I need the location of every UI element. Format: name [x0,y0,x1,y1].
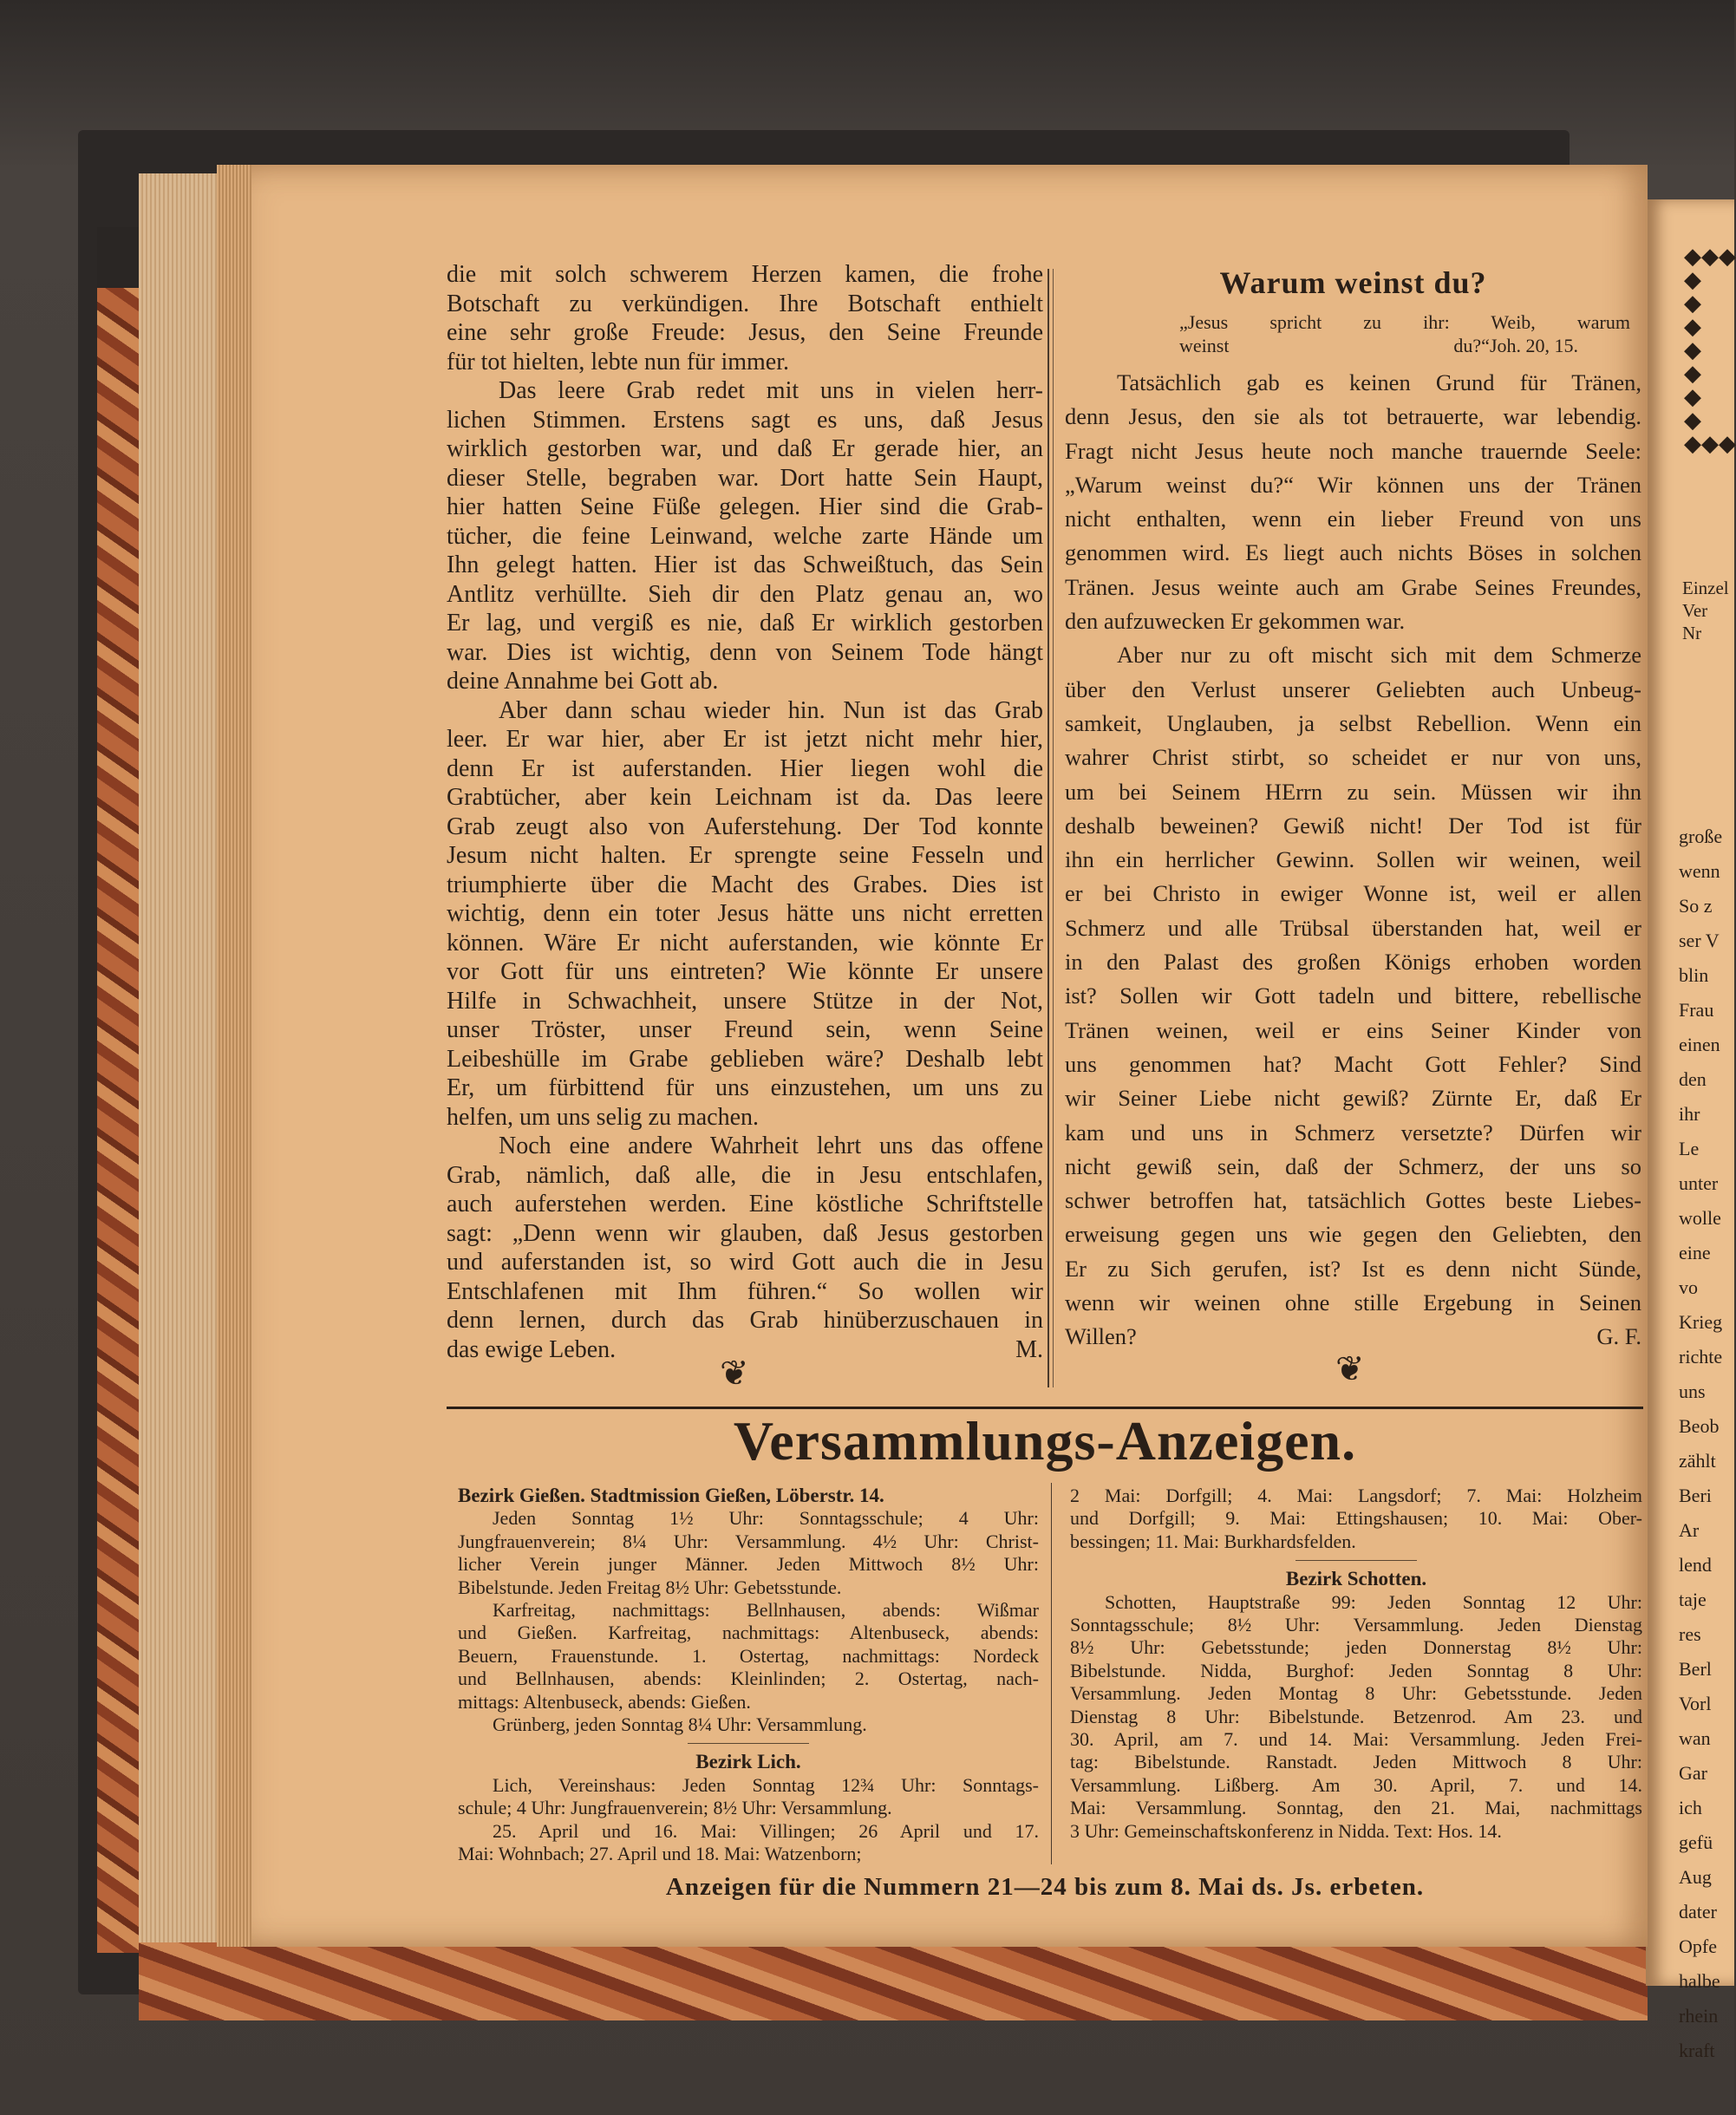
line-text: ist? Sollen wir Gott tadeln und bittere, rebellische [1065,982,1641,1009]
announcement-line: Grünberg, jeden Sonntag 8¼ Uhr: Versammlung. [493,1714,867,1736]
text-line [1065,400,1641,434]
text-line [1065,945,1641,979]
text-fragment: Le [1679,1138,1700,1159]
line-text: sagt: „Denn wenn wir glauben, daß Jesus gestorben [447,1219,1043,1247]
line-text: wirklich gestorben war, und daß Er gerade hier, an [447,435,1043,462]
line-text: auch auferstehen werden. Eine köstliche Schriftstelle [447,1191,1043,1217]
line-text: Aber dann schau wieder hin. Nun ist das Grab [499,696,1043,724]
epigraph-text: weinst du?“ [1179,335,1490,356]
text-fragment: rhein [1679,2005,1719,2027]
text-line [447,318,1043,348]
announcement-line: und Dorfgill; 9. Mai: Ettingshausen; 10. Mai: Ober- [1070,1507,1642,1530]
line-text: die mit solch schwerem Herzen kamen, die frohe [447,261,1043,288]
line-text: nicht gewiß sein, daß der Schmerz, der uns so [1065,1152,1641,1179]
line-text: deshalb beweinen? Gewiß nicht! Der Tod ist für [1065,812,1641,839]
text-fragment: einen [1679,1034,1720,1055]
text-line [1065,1184,1641,1217]
line-text: Er zu Sich gerufen, ist? Ist es denn nicht Sünde, [1065,1255,1641,1282]
article-title: Warum weinst du? [1219,265,1487,300]
text-line [1065,638,1641,672]
line-text: vor Gott für uns eintreten? Wie könnte Er unsere [447,958,1043,985]
line-text: Willen? [1065,1323,1137,1350]
text-line [447,813,1043,842]
text-line [1065,1252,1641,1286]
line-text: Botschaft zu verkündigen. Ihre Botschaft enthielt [447,290,1043,317]
ornament-icon: ❦ [1335,1349,1365,1388]
announcement-line: mittags: Altenbuseck, abends: Gießen. [458,1690,751,1713]
text-line [447,871,1043,900]
text-fragment: So z [1679,895,1713,917]
text-line [447,957,1043,987]
announcement-line: Versammlung. Lißberg. Am 30. April, 7. und 14. [1070,1773,1642,1796]
announcement-line: und Bellnhausen, abends: Kleinlinden; 2. Ostertag, nach- [458,1668,1039,1690]
text-line [447,1277,1043,1307]
text-line [447,348,1043,377]
text-line [447,376,1043,406]
text-line [1065,604,1641,638]
text-fragment: Frau [1679,999,1714,1021]
text-line [447,464,1043,493]
text-line [1065,536,1641,570]
line-text: in den Palast des großen Königs erhoben worden [1065,949,1641,976]
announcement-line: tag: Bibelstunde. Ranstadt. Jeden Mittwoch 8 Uhr: [1070,1751,1642,1773]
announcements-footer: Anzeigen für die Nummern 21—24 bis zum 8. Mai ds. Js. erbeten. [665,1873,1425,1901]
line-text: wahrer Christ stirbt, so scheidet er nur von uns, [1065,744,1641,771]
text-fragment: res [1679,1623,1701,1645]
text-fragment: Vorl [1679,1693,1712,1714]
text-line [1065,571,1641,604]
text-line [447,609,1043,638]
line-text: wenn wir weinen ohne stille Ergebung in Seinen [1065,1289,1641,1316]
line-text: können. Wäre Er nicht auferstanden, wie könnte Er [447,929,1043,956]
signature: M. [1015,1335,1043,1363]
line-text: Noch eine andere Wahrheit lehrt uns das offene [499,1133,1043,1159]
text-line [447,1103,1043,1133]
announcement-line: Versammlung. Jeden Montag 8 Uhr: Gebetsstunde. Jeden [1070,1682,1642,1705]
text-line [447,929,1043,958]
line-text: Entschlafenen mit Ihm führen.“ So wollen wir [447,1277,1043,1305]
line-text: kam und uns in Schmerz versetzte? Dürfen wir [1065,1119,1641,1146]
signature: G. F. [1596,1323,1641,1350]
line-text: erweisung gegen uns wie gegen den Geliebten, den [1065,1221,1641,1248]
line-text: und auferstanden ist, so wird Gott auch die in Jesu [447,1249,1043,1276]
text-line [447,290,1043,319]
text-fragment: blin [1679,964,1709,986]
district-heading: Bezirk Gießen. Stadtmission Gießen, Löberstr. 14. [458,1485,884,1506]
line-text: schwer betroffen hat, tatsächlich Gottes beste Liebes- [1065,1187,1641,1214]
text-line [1065,673,1641,707]
next-page-fragments [1679,819,1722,2068]
line-text: Er, um fürbittend für uns einzustehen, um uns zu [447,1074,1043,1101]
text-fragment: uns [1679,1381,1706,1402]
text-line [447,522,1043,552]
text-fragment: unter [1679,1172,1719,1194]
text-fragment: gefü [1679,1831,1713,1853]
line-text: denn lernen, durch das Grab hinüberzuschauen in [447,1307,1043,1334]
line-text: deine Annahme bei Gott ab. [447,668,719,695]
epigraph-reference: Joh. 20, 15. [1489,335,1578,356]
announcement-line: Jeden Sonntag 1½ Uhr: Sonntagsschule; 4 Uhr: [493,1507,1039,1530]
line-text: denn Er ist auferstanden. Hier liegen wohl die [447,754,1043,782]
line-text: Er lag, und vergiß es nie, daß Er wirklich gestorben [447,610,1043,636]
text-line [447,493,1043,522]
text-fragment: vo [1679,1276,1698,1298]
announcement-line: Schotten, Hauptstraße 99: Jeden Sonntag 12 Uhr: [1105,1590,1642,1613]
text-line [447,638,1043,668]
epigraph-line: „Jesus spricht zu ihr: Weib, warum [1179,311,1630,333]
text-line [1065,741,1641,774]
text-line [1065,1048,1641,1081]
text-fragment: taje [1679,1589,1707,1610]
line-text: wichtig, denn ein toter Jesus hätte uns nicht erretten [447,900,1043,927]
line-text: war. Dies ist wichtig, denn von Seinem Tode hängt [447,638,1043,666]
line-text: triumphierte über die Macht des Grabes. Dies ist [447,871,1043,898]
text-line [1065,366,1641,400]
text-line [1065,1116,1641,1150]
text-fragment: ser V [1679,930,1720,951]
announcement-line: Dienstag 8 Uhr: Bibelstunde. Betzenrod. Am 23. und [1070,1705,1642,1727]
column-divider [1047,269,1049,1387]
line-text: Tränen weinen, weil er eins Seiner Kinder von [1065,1016,1641,1043]
text-line [447,1161,1043,1191]
text-fragment: eine [1679,1242,1711,1263]
text-line [1065,843,1641,877]
announcement-line: Mai: Versammlung. Sonntag, den 21. Mai, nachmittags [1070,1797,1642,1819]
announcement-line: Bibelstunde. Jeden Freitag 8½ Uhr: Gebetsstunde. [458,1576,842,1598]
line-text: lichen Stimmen. Erstens sagt es uns, daß Jesus [447,406,1043,434]
next-page-header-line: Ver [1682,600,1708,621]
announcement-line: 25. April und 16. Mai: Villingen; 26 April und 17. [493,1819,1039,1842]
line-text: für tot hielten, lebte nun für immer. [447,348,790,375]
text-fragment: Gar [1679,1762,1707,1784]
line-text: leer. Er war hier, aber Er ist jetzt nicht mehr hier, [447,726,1043,753]
epigraph [1179,310,1630,357]
text-line [1065,1150,1641,1184]
text-line [447,1306,1043,1335]
line-text: helfen, um uns selig zu machen. [447,1103,760,1131]
next-page-strip [1646,199,1736,2061]
text-line [1065,1014,1641,1048]
text-line [447,260,1043,290]
text-fragment: Berl [1679,1658,1712,1680]
text-fragment: kraft [1679,2040,1715,2061]
text-line [447,1015,1043,1045]
line-text: Antlitz verhüllte. Sieh dir den Platz genau an, wo [447,580,1043,608]
text-fragment: Ar [1679,1519,1700,1541]
line-text: wir Seiner Liebe nicht gewiß? Zürnte Er, daß Er [1065,1085,1641,1112]
line-text: hier hatten Seine Füße gelegen. Hier sind die Grab- [447,493,1043,520]
text-fragment: zählt [1679,1450,1716,1472]
line-text: das ewige Leben. [447,1335,617,1363]
announcement-line: 2 Mai: Dorfgill; 4. Mai: Langsdorf; 7. Mai: Holzheim [1070,1485,1642,1506]
text-fragment: Opfe [1679,1935,1717,1957]
announcement-line: licher Verein junger Männer. Jeden Mittwoch 8½ Uhr: [458,1553,1039,1576]
text-line [1065,434,1641,468]
announcement-line: Karfreitag, nachmittags: Bellnhausen, abends: Wißmar [493,1599,1039,1622]
text-line [1065,1286,1641,1320]
line-text: Leibeshülle im Grabe geblieben wäre? Deshalb lebt [447,1045,1043,1073]
text-line [1065,1081,1641,1115]
line-text: Das leere Grab redet mit uns in vielen herr- [499,377,1043,404]
text-line [447,783,1043,813]
text-line [447,1132,1043,1161]
line-text: den aufzuwecken Er gekommen war. [1065,608,1406,635]
line-text: genommen wird. Es liegt auch nichts Böses in solchen [1065,539,1641,566]
announcement-line: Jungfrauenverein; 8¼ Uhr: Versammlung. 4½ Uhr: Christ- [458,1530,1039,1552]
line-text: er bei Christo in ewiger Wonne ist, weil er allen [1065,880,1641,907]
article-left-column [447,260,1043,1364]
text-line [1065,911,1641,945]
line-text: samkeit, Unglauben, ja selbst Rebellion. Wenn ein [1065,709,1641,736]
text-fragment: den [1679,1068,1707,1090]
line-text: „Warum weinst du?“ Wir können uns der Tränen [1065,471,1641,498]
text-line [447,551,1043,580]
text-line [1065,707,1641,741]
announcements-right [1070,1485,1642,1843]
announcement-line: Beuern, Frauenstunde. 1. Ostertag, nachmittags: Nordeck [458,1644,1039,1667]
line-text: um bei Seinem HErrn zu sein. Müssen wir ihn [1065,778,1641,805]
line-text: Grabtücher, aber kein Leichnam ist da. Das leere [447,784,1043,811]
text-fragment: halbe [1679,1970,1720,1992]
next-page-header-line: Einzel [1682,578,1729,598]
text-fragment: Beri [1679,1485,1712,1506]
line-text: tücher, die feine Leinwand, welche zarte Hände um [447,522,1043,550]
line-text: Jesum nicht halten. Er sprengte seine Fesseln und [447,842,1043,869]
announcement-line: Mai: Wohnbach; 27. April und 18. Mai: Watzenborn; [458,1843,862,1865]
next-page-header-line: Nr [1682,623,1702,643]
announcements-left [458,1485,1039,1866]
article-right-column [1065,366,1641,1355]
text-line [1065,775,1641,809]
marbled-bottom-edge [139,1942,1648,2020]
text-fragment: lend [1679,1554,1712,1576]
text-fragment: dater [1679,1901,1717,1922]
diamond-border-ornament: ◆◆◆ ◆ ◆ ◆ ◆ ◆ ◆ ◆ ◆◆◆ [1684,244,1736,456]
text-fragment: wan [1679,1727,1711,1749]
text-line [447,1219,1043,1249]
line-text: nicht enthalten, wenn ein lieber Freund von uns [1065,506,1641,532]
text-line [447,696,1043,726]
line-text: uns genommen hat? Macht Gott Fehler? Sind [1065,1050,1641,1077]
line-text: denn Jesus, den sie als tot betrauerte, war lebendig. [1065,403,1641,430]
line-text: Tränen. Jesus weinte auch am Grabe Seines Freundes, [1065,573,1641,600]
announcement-line: 30. April, am 7. und 14. Mai: Versammlung. Jeden Frei- [1070,1728,1642,1751]
text-fragment: wolle [1679,1207,1721,1229]
text-line [1065,1217,1641,1251]
announcement-line: bessingen; 11. Mai: Burkhardsfelden. [1070,1530,1356,1552]
next-page-header [1682,577,1729,644]
line-text: Tatsächlich gab es keinen Grund für Tränen, [1117,369,1641,395]
text-line [1065,809,1641,843]
line-text: Grab zeugt also von Auferstehung. Der Tod konnte [447,813,1043,840]
text-fragment: Krieg [1679,1311,1723,1333]
text-line [447,725,1043,754]
announcement-line: und Gießen. Karfreitag, nachmittags: Altenbuseck, abends: [458,1622,1039,1644]
column-divider-thin [1053,269,1054,1387]
text-line [447,1074,1043,1103]
text-line [447,1248,1043,1277]
line-text: Hilfe in Schwachheit, unsere Stütze in der Not, [447,987,1043,1015]
announcements-title: Versammlungs-Anzeigen. [733,1410,1357,1472]
announcement-line: Sonntagsschule; 8½ Uhr: Versammlung. Jeden Dienstag [1070,1614,1642,1636]
line-text: Ihn gelegt hatten. Hier ist das Schweißtuch, das Sein [447,552,1043,578]
announcement-line: 8½ Uhr: Gebetsstunde; jeden Donnerstag 8½ Uhr: [1070,1636,1642,1659]
text-line [1065,877,1641,911]
line-text: dieser Stelle, begraben war. Dort hatte Sein Haupt, [447,464,1043,492]
line-text: Grab, nämlich, daß alle, die in Jesu entschlafen, [447,1161,1043,1189]
text-line [1065,502,1641,536]
line-text: Fragt nicht Jesus heute noch manche trauernde Seele: [1065,437,1641,464]
line-text: Schmerz und alle Trübsal überstanden hat, weil er [1065,914,1641,941]
text-line [447,754,1043,784]
text-line [447,899,1043,929]
text-line [447,667,1043,696]
line-text: ihn ein herrlicher Gewinn. Sollen wir weinen, weil [1065,846,1641,873]
text-line [447,434,1043,464]
text-line [447,1190,1043,1219]
announcement-line: Lich, Vereinshaus: Jeden Sonntag 12¾ Uhr: Sonntags- [493,1773,1039,1796]
line-text: eine sehr große Freude: Jesus, den Seine Freunde [447,319,1043,346]
line-text: über den Verlust unserer Geliebten auch Unbeug- [1065,676,1641,702]
text-line [1065,468,1641,502]
text-line [447,841,1043,871]
page-stack-edge [217,165,251,1947]
announcements-divider [1051,1483,1052,1864]
text-fragment: Aug [1679,1866,1712,1888]
announcement-line: schule; 4 Uhr: Jungfrauenverein; 8½ Uhr: Versammlung. [458,1797,892,1819]
text-fragment: ihr [1679,1103,1700,1125]
text-fragment: ich [1679,1797,1702,1818]
text-line [447,406,1043,435]
text-line [447,580,1043,610]
text-fragment: große [1679,826,1723,847]
district-heading: Bezirk Schotten. [1285,1568,1427,1590]
announcement-line: Bibelstunde. Nidda, Burghof: Jeden Sonntag 8 Uhr: [1070,1659,1642,1681]
announcement-line: 3 Uhr: Gemeinschaftskonferenz in Nidda. Text: Hos. 14. [1070,1819,1502,1842]
line-text: Aber nur zu oft mischt sich mit dem Schmerze [1117,642,1641,669]
ornament-icon: ❦ [720,1354,749,1393]
text-line [447,987,1043,1016]
separator-line [1295,1560,1417,1561]
text-fragment: richte [1679,1346,1723,1368]
text-line [1065,979,1641,1013]
line-text: unser Tröster, unser Freund sein, wenn Seine [447,1016,1043,1043]
text-fragment: Beob [1679,1415,1720,1437]
text-fragment: wenn [1679,860,1720,882]
text-line [447,1045,1043,1074]
district-heading: Bezirk Lich. [695,1751,801,1773]
separator-line [688,1743,809,1744]
epigraph-line [1179,334,1630,357]
